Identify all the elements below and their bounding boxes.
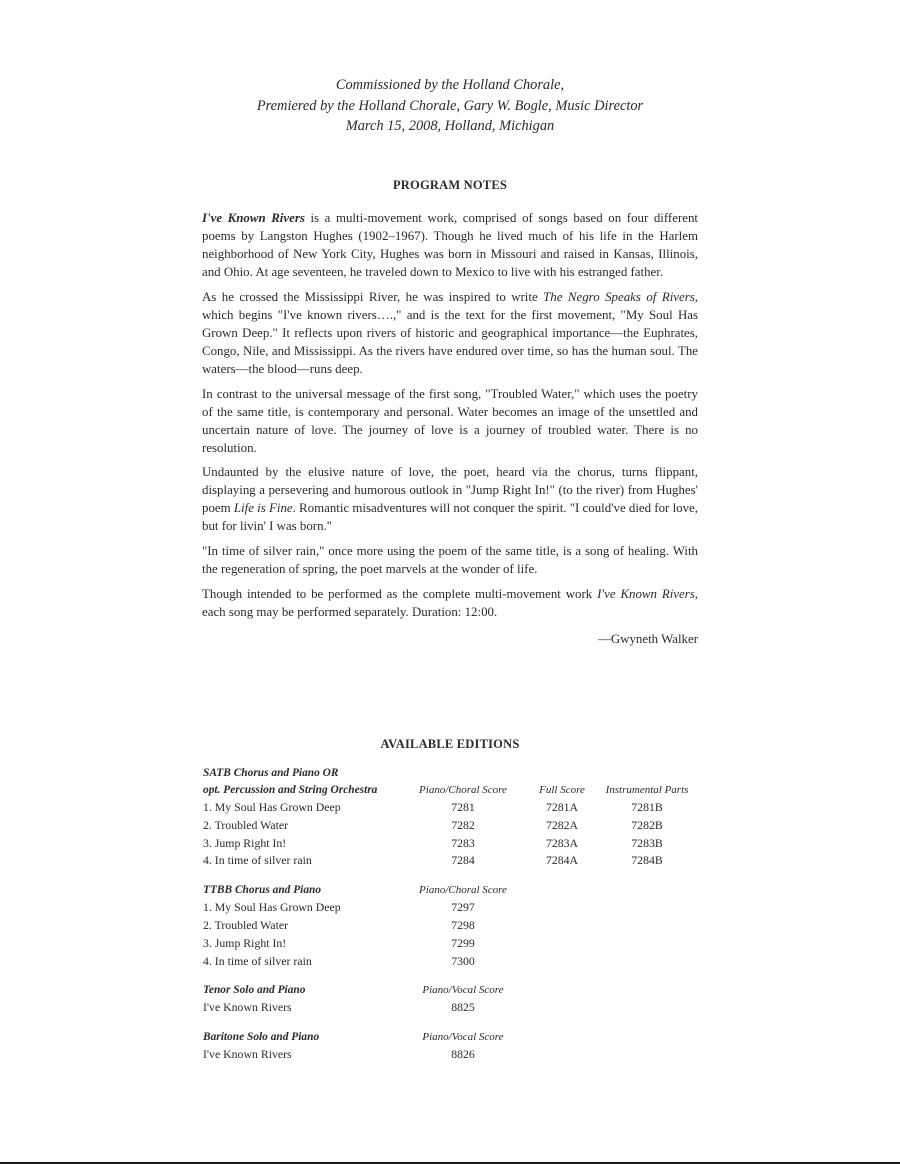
catalog-number: 7283	[451, 835, 475, 850]
column-header-row	[203, 1029, 723, 1046]
program-notes-heading: PROGRAM NOTES	[392, 178, 508, 192]
table-row	[203, 817, 723, 835]
catalog-number: 7300	[451, 953, 475, 968]
catalog-number: 7297	[451, 900, 475, 915]
table-row	[203, 999, 723, 1017]
edition-title: I've Known Rivers	[203, 1047, 292, 1062]
edition-group-tenor	[203, 982, 723, 1017]
edition-title: I've Known Rivers	[203, 1000, 292, 1015]
work-title: I've Known Rivers	[202, 211, 305, 225]
edition-title: 3. Jump Right In!	[203, 835, 287, 850]
table-row	[203, 1046, 723, 1064]
edition-rows	[203, 1046, 723, 1064]
table-row	[203, 917, 723, 935]
catalog-number: 7282	[451, 817, 475, 832]
catalog-number: 7298	[451, 917, 475, 932]
premiere-line: Premiered by the Holland Chorale, Gary W. Bogle, Music Director	[256, 97, 644, 114]
column-header: Instrumental Parts	[605, 784, 689, 796]
column-header-row	[203, 882, 723, 899]
poem-title: The Negro Speaks of Rivers	[543, 289, 695, 304]
column-header-row	[203, 982, 723, 999]
notes-paragraph: I've Known Rivers is a multi-movement work, comprised of songs based on four different poems by Langston Hughes (1902–1967). Though he lived much of his life in the Harlem neighborhood of New York City, Hughes was born in Missouri and raised in Kansas, Illinois, and Ohio. At age seventeen, he traveled down to Mexico to live with his estranged father.	[202, 211, 698, 279]
table-row	[203, 899, 723, 917]
catalog-number: 8825	[451, 1000, 475, 1015]
edition-title: 4. In time of silver rain	[203, 953, 312, 968]
table-row	[203, 799, 723, 817]
column-header: Piano/Choral Score	[419, 884, 507, 897]
table-row	[203, 852, 723, 870]
column-header: Piano/Choral Score	[419, 784, 507, 796]
group-title: TTBB Chorus and Piano	[203, 884, 322, 897]
commission-line: Commissioned by the Holland Chorale,	[335, 77, 565, 93]
catalog-number: 7299	[451, 935, 475, 950]
column-header: Full Score	[539, 784, 585, 796]
composer-signature: —Gwyneth Walker	[597, 631, 698, 646]
catalog-number: 8826	[451, 1047, 475, 1062]
edition-rows	[203, 899, 723, 970]
available-editions-heading: AVAILABLE EDITIONS	[380, 737, 520, 751]
column-header: Piano/Vocal Score	[422, 1031, 504, 1044]
edition-title: 3. Jump Right In!	[203, 935, 287, 950]
poem-title: Life is Fine	[233, 501, 293, 516]
group-title: Baritone Solo and Piano	[203, 1031, 320, 1044]
catalog-number: 7281B	[631, 800, 663, 814]
notes-paragraph: As he crossed the Mississippi River, he was inspired to write The Negro Speaks of Rivers, which begins "I've known rivers….," and is the text for the first movement, "My Soul Has Grown Deep." It reflects upon rivers of historic and geographical importance—the Euphrates, Congo, Nile, and Mississippi. As the rivers have endured over time, so has the human soul. The waters—the blood—runs deep.	[202, 289, 698, 376]
edition-rows	[203, 999, 723, 1017]
premiere-date-line: March 15, 2008, Holland, Michigan	[345, 118, 555, 134]
edition-title: 1. My Soul Has Grown Deep	[203, 900, 341, 915]
group-title: Tenor Solo and Piano	[203, 984, 306, 997]
edition-title: 1. My Soul Has Grown Deep	[203, 800, 341, 814]
notes-paragraph: In contrast to the universal message of the first song, "Troubled Water," which uses the poetry of the same title, is contemporary and personal. Water becomes an image of the unsettled and uncertain nature of love. The journey of love is a journey of troubled water. There is no resolution.	[202, 386, 698, 455]
notes-paragraph: "In time of silver rain," once more using the poem of the same title, is a song of healing. With the regeneration of spring, the poet marvels at the wonder of life.	[202, 544, 698, 577]
column-header-row	[203, 782, 723, 799]
editions-table	[203, 765, 723, 1076]
catalog-number: 7281	[451, 800, 475, 814]
commission-block	[150, 75, 750, 137]
group-title: SATB Chorus and Piano OR	[203, 767, 339, 779]
catalog-number: 7284B	[631, 853, 663, 868]
edition-group-satb	[203, 765, 723, 870]
catalog-number: 7283B	[631, 835, 663, 850]
edition-group-ttbb	[203, 882, 723, 970]
table-row	[203, 935, 723, 953]
edition-rows	[203, 799, 723, 870]
edition-title: 2. Troubled Water	[203, 817, 289, 832]
catalog-number: 7282A	[545, 817, 579, 832]
catalog-number: 7283A	[545, 835, 579, 850]
edition-title: 2. Troubled Water	[203, 917, 289, 932]
program-notes-body	[202, 209, 698, 648]
catalog-number: 7284A	[545, 853, 579, 868]
column-header: Piano/Vocal Score	[422, 984, 504, 997]
table-row	[203, 835, 723, 853]
edition-title: 4. In time of silver rain	[203, 853, 312, 868]
catalog-number: 7284	[451, 853, 475, 868]
notes-paragraph: Though intended to be performed as the complete multi-movement work I've Known Rivers, each song may be performed separately. Duration: 12:00.	[202, 586, 698, 619]
table-row	[203, 953, 723, 971]
catalog-number: 7281A	[545, 800, 579, 814]
notes-paragraph: Undaunted by the elusive nature of love, the poet, heard via the chorus, turns flippant, displaying a persevering and humorous outlook in "Jump Right In!" (to the river) from Hughes' poem Life is Fine. Romantic misadventures will not conquer the spirit. "I could've died for love, but for livin' I was born."	[202, 465, 698, 534]
edition-group-baritone	[203, 1029, 723, 1064]
catalog-number: 7282B	[631, 817, 663, 832]
work-title: I've Known Rivers	[597, 586, 695, 601]
group-title: opt. Percussion and String Orchestra	[203, 784, 378, 796]
